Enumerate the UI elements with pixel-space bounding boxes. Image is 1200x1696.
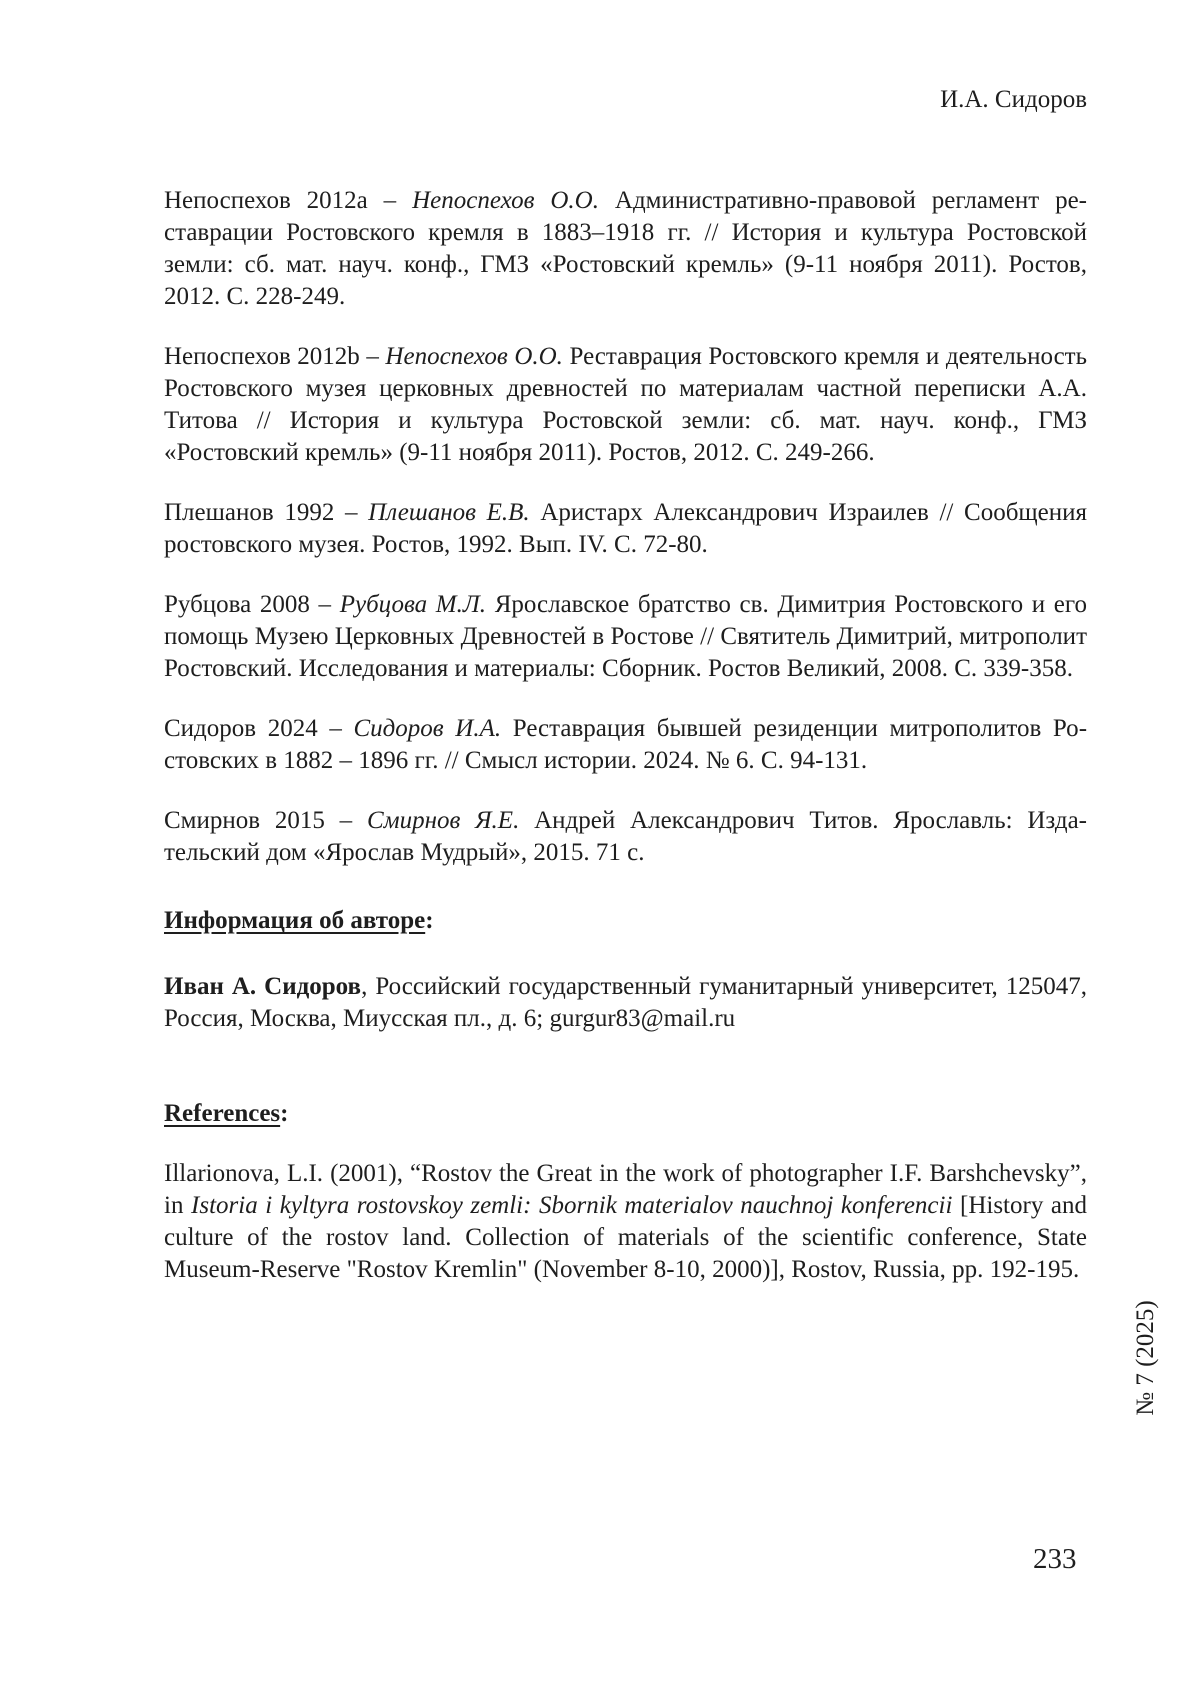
text-run: Смирнов Я.Е. <box>366 807 520 834</box>
reference-entry <box>164 589 1087 685</box>
running-header-author: И.А. Сидоров <box>940 86 1087 113</box>
text-run: Рубцова 2008 – <box>164 591 340 618</box>
text-run: Сидоров И.А. <box>353 715 502 742</box>
text-run: Плешанов Е.В. <box>368 499 530 526</box>
author-info-heading <box>164 905 1087 937</box>
text-run: Реставрация бывшей резиденции митрополитов Ростовских в 1882 – 1896 гг. // Смысл истории. 2024. № 6. С. 94-131. <box>164 715 1088 774</box>
reference-entry <box>164 1158 1087 1286</box>
text-run: Сидоров 2024 – <box>164 715 354 742</box>
text-run: Непоспехов О.О. <box>412 187 599 214</box>
text-run: References <box>164 1100 281 1127</box>
text-run: Плешанов 1992 – <box>164 499 369 526</box>
text-run: Аристарх Александрович Израилев // Сообщения ростовского музея. Ростов, 1992. Вып. IV. С. 72-80. <box>164 499 1088 558</box>
text-run: Illarionova, L.I. (2001), “Rostov the Great in the work of photographer I.F. Barshchevsky”, in <box>164 1160 1087 1219</box>
text-run: Непоспехов О.О. <box>385 343 563 370</box>
references-heading <box>164 1098 1087 1130</box>
reference-entry <box>164 713 1087 777</box>
text-run: Ярославское братство св. Димитрия Ростовского и его помощь Музею Церковных Древностей в Ростове // Святитель Димитрий, митрополит Ростовский. Исследования и материалы: Сборник. Ростов Великий, 2008. С. 339-358. <box>164 591 1088 682</box>
issue-label-vertical: № 7 (2025) <box>1132 1300 1159 1416</box>
text-run: Иван А. Сидоров <box>164 973 362 1000</box>
text-run: [History and culture of the rostov land. Collection of materials of the scientific conference, State Museum-Reserve "Rostov Kremlin" (November 8-10, 2000)], Rostov, Russia, pp. 192-195. <box>164 1192 1087 1283</box>
text-run: Реставрация Ростовского кремля и деятельность Ростовского музея церковных древностей по материалам частной переписки А.А. Титова // История и культура Ростовской земли: сб. мат. науч. конф., ГМЗ «Ростовский кремль» (9-11 ноября 2011). Ростов, 2012. С. 249-266. <box>164 343 1087 466</box>
text-run: Смирнов 2015 – <box>164 807 367 834</box>
text-run: Непоспехов 2012b – <box>164 343 386 370</box>
english-references-list <box>164 1158 1087 1286</box>
text-run: Информация об авторе <box>164 907 426 934</box>
text-run: , Российский государственный гуманитарный университет, 125047, Россия, Москва, Миусская пл., д. 6; gurgur83@mail.ru <box>164 973 1088 1032</box>
reference-entry <box>164 185 1087 313</box>
text-run: Istoria i kyltyra rostovskoy zemli: Sbornik materialov nauchnoj konferencii <box>191 1192 953 1219</box>
page-content <box>164 185 1087 1314</box>
text-run: Рубцова М.Л. <box>339 591 487 618</box>
text-run: Непоспехов 2012a – <box>164 187 413 214</box>
text-run: : <box>425 907 434 934</box>
author-info-paragraph <box>164 971 1087 1035</box>
reference-entry <box>164 805 1087 869</box>
reference-entry <box>164 497 1087 561</box>
text-run: Административно-правовой регламент реставрации Ростовского кремля в 1883–1918 гг. // История и культура Ростовской земли: сб. мат. науч. конф., ГМЗ «Ростовский кремль» (9-11 ноября 2011). Ростов, 2012. С. 228-249. <box>164 187 1087 310</box>
page-number: 233 <box>1033 1543 1077 1575</box>
reference-entry <box>164 341 1087 469</box>
text-run: : <box>280 1100 289 1127</box>
text-run: Андрей Александрович Титов. Ярославль: Издательский дом «Ярослав Мудрый», 2015. 71 с. <box>164 807 1087 866</box>
russian-references-list <box>164 185 1087 869</box>
